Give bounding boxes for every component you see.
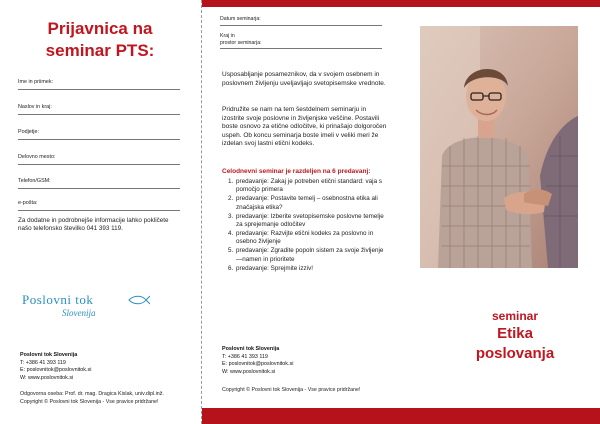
- lecture-number: 5.: [228, 247, 234, 255]
- list-item: [228, 230, 388, 247]
- form-title-line1: Prijavnica na: [47, 19, 153, 38]
- field-company[interactable]: Podjetje:: [18, 129, 180, 140]
- place-label-line2: prostor seminarja:: [220, 39, 262, 46]
- lecture-number: 1.: [228, 178, 234, 185]
- field-address[interactable]: Naslov in kraj:: [18, 104, 180, 115]
- lecture-text: predavanje: Postavite temelj – osebnostna etika ali značajska etika?: [236, 195, 378, 211]
- form-title: [14, 18, 186, 62]
- form-title-line2: seminar PTS:: [45, 41, 155, 60]
- seminar-date-field[interactable]: Datum seminarja:: [220, 16, 382, 26]
- logo-sub-text: Slovenija: [62, 308, 96, 318]
- lecture-list: [228, 178, 388, 273]
- list-item: [228, 213, 388, 230]
- handshake-photo: [420, 26, 578, 268]
- lecture-text: predavanje: Razvijte etični kodeks za poslovno in osebno življenje: [236, 229, 374, 246]
- mid-contact-block: [222, 346, 293, 376]
- lecture-number: 3.: [228, 212, 234, 220]
- fish-icon: [128, 295, 150, 305]
- list-item: [228, 265, 388, 273]
- company-logo: [22, 292, 172, 326]
- place-label-line1: Kraj in: [220, 33, 235, 39]
- cover-line-poslovanja: poslovanja: [475, 345, 555, 362]
- lecture-text: predavanje: Zakaj je potreben etični standard: vaja s pomočjo primera: [236, 178, 382, 194]
- lecture-text: predavanje: Zgradite popoln sistem za svoje življenje—namen in prioritete: [236, 247, 384, 263]
- contact-email: E: poslovnitok@poslovnitok.si: [20, 367, 92, 374]
- cover-panel: [400, 0, 600, 424]
- cover-line-etika: Etika: [497, 325, 533, 342]
- lecture-text: predavanje: Izberite svetopisemske poslovne temelje za sprejemanje odločitev: [236, 212, 384, 229]
- contact-web: W: www.poslovnitok.si: [20, 374, 74, 381]
- lecture-number: 4.: [228, 229, 234, 237]
- list-item: [228, 247, 388, 264]
- cover-line-seminar: seminar: [491, 309, 539, 323]
- contact-name: Poslovni tok Slovenija: [20, 352, 78, 358]
- left-contact-block: [20, 352, 91, 382]
- contact-phone: T: +386 41 393 119: [20, 359, 66, 366]
- contact-name: Poslovni tok Slovenija: [222, 346, 280, 352]
- field-job-title[interactable]: Delovno mesto:: [18, 154, 180, 165]
- responsible-person: Odgovorna oseba: Prof. dr. mag. Dragica Kislak, univ.dipl.inž.: [20, 391, 164, 397]
- contact-web: W: www.poslovnitok.si: [222, 368, 276, 375]
- contact-phone: T: +386 41 393 119: [222, 353, 268, 360]
- mid-copyright: Copyright © Poslovni tok Slovenija - Vse pravice pridržane!: [222, 387, 361, 393]
- cover-title: [440, 308, 590, 364]
- field-name[interactable]: Ime in priimek:: [18, 79, 180, 90]
- left-copyright: Copyright © Poslovni tok Slovenija - Vse pravice pridržane!: [20, 399, 159, 405]
- field-email[interactable]: e-pošta:: [18, 200, 180, 211]
- lecture-number: 2.: [228, 195, 234, 203]
- lecture-text: predavanje: Sprejmite izziv!: [236, 264, 313, 272]
- description-paragraph: Pridružite se nam na tem šestdelnem seminarju in izostrite svoje poslovne in življenjske veščine. Postavili boste osnovo za etične odločitve, ki prinašajo dolgoročen uspeh. Ob koncu seminarja boste imeli v veliki meri že izdelan svoj lastni etični kodeks.: [222, 106, 387, 148]
- seminar-place-field[interactable]: [220, 33, 382, 49]
- list-item: [228, 178, 388, 195]
- registration-panel: [0, 0, 200, 424]
- list-item: [228, 195, 388, 212]
- info-text: Za dodatne in podrobnejše informacije lahko pokličete našo telefonsko številko 041 393 119.: [18, 217, 169, 232]
- contact-email: E: poslovnitok@poslovnitok.si: [222, 361, 294, 368]
- logo-main-text: Poslovni tok: [22, 292, 94, 307]
- info-panel: [202, 0, 400, 424]
- intro-paragraph: Usposabljanje posameznikov, da v svojem osebnem in poslovnem življenju uveljavljajo svetopisemske vrednote.: [222, 71, 386, 87]
- lecture-number: 6.: [228, 264, 234, 272]
- field-phone[interactable]: Telefon/GSM:: [18, 178, 180, 189]
- lectures-heading: Celodnevni seminar je razdeljen na 6 predavanj:: [222, 168, 371, 175]
